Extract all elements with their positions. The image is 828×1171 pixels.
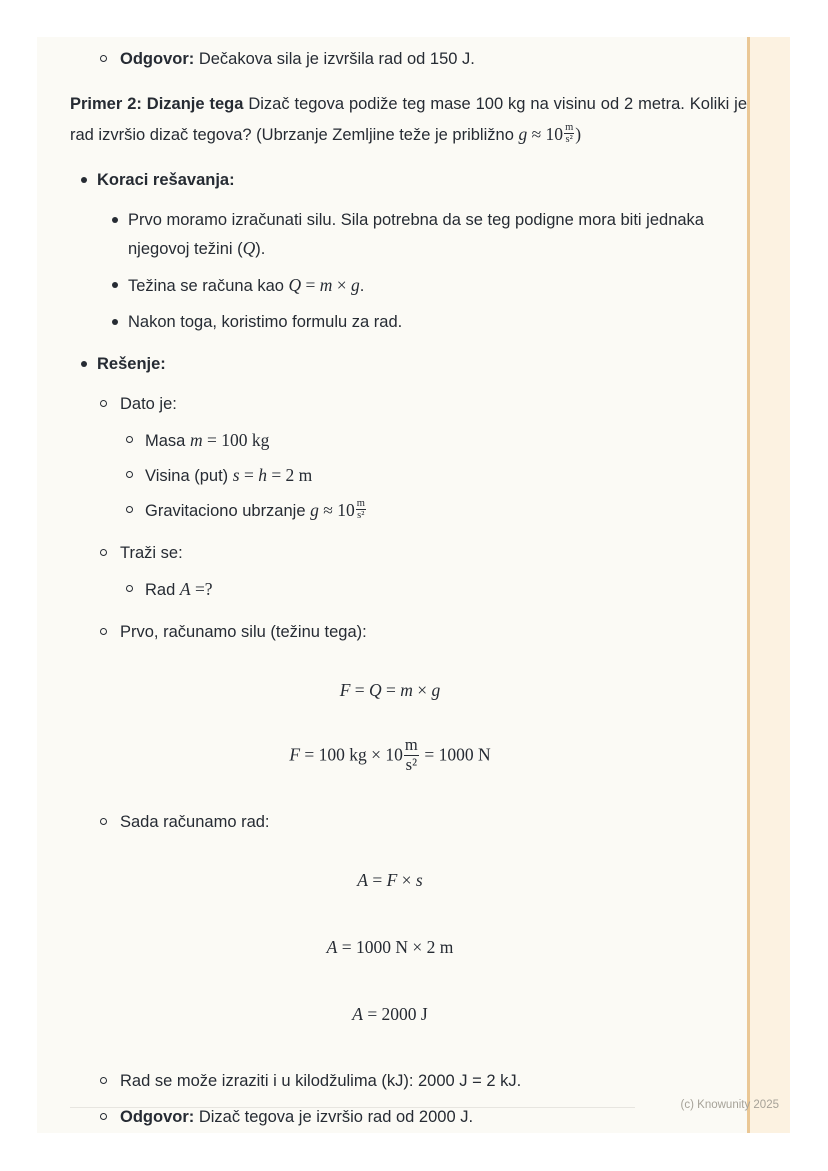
footer-divider <box>70 1107 635 1108</box>
koraci-1-after: ). <box>255 240 266 258</box>
math-g-approx-10: g ≈ 10 <box>310 500 355 520</box>
answer-2-text: Dizač tegova je izvršio rad od 2000 J. <box>194 1107 474 1126</box>
formula-A-1000N-2m-text: A = 1000 N × 2 m <box>326 936 454 957</box>
step-silu-text: Prvo, računamo silu (težinu tega): <box>120 623 367 641</box>
math-A-equals-q: A =? <box>179 579 213 599</box>
section-title-koraci <box>70 166 747 194</box>
formula-A-1000N-2m <box>70 933 710 962</box>
problem-statement <box>70 89 747 150</box>
list-item-kilojoule <box>70 1067 747 1095</box>
math-m-100kg: m = 100 kg <box>189 430 270 450</box>
list-item-koraci-3 <box>70 308 747 336</box>
list-item-trazi-se <box>70 539 747 567</box>
list-item-koraci-2 <box>70 271 747 300</box>
fraction-denominator: s² <box>565 134 573 146</box>
answer-1-label: Odgovor: <box>120 50 195 68</box>
kilojoule-text: Rad se može izraziti i u kilodžulima (kJ): 2000 J = 2 kJ. <box>120 1071 522 1090</box>
koraci-2-after: . <box>359 277 365 295</box>
rad-text: Rad <box>145 581 180 599</box>
formula-F-1000N-pre: F = 100 kg × 10 <box>289 744 403 765</box>
formula-A-2000J-text: A = 2000 J <box>352 1003 428 1024</box>
math-Q-equals-mg: Q = m × g <box>288 275 360 295</box>
list-item-dato-je <box>70 390 747 418</box>
document-content <box>70 45 747 1139</box>
formula-F-Q-mg-text: F = Q = m × g <box>339 680 441 700</box>
fraction-m-over-s2 <box>404 736 419 775</box>
list-item-ubrzanje <box>70 496 747 525</box>
list-item-step-silu <box>70 618 747 646</box>
problem-text: Dizač tegova podiže teg mase 100 kg na visinu od 2 metra. Koliki je rad izvršio dizač tegova? (Ubrzanje Zemljine teže je približno <box>70 95 747 144</box>
answer-1-text: Dečakova sila je izvršila rad od 150 J. <box>194 50 475 68</box>
list-item-rad-a <box>70 575 747 604</box>
formula-A-Fs-text: A = F × s <box>357 869 423 890</box>
math-g-approx: g ≈ 10 <box>518 124 564 144</box>
visina-text: Visina (put) <box>145 467 233 485</box>
math-s-h-2m: s = h = 2 m <box>232 465 313 485</box>
ubrzanje-text: Gravitaciono ubrzanje <box>145 502 311 520</box>
page-edge-decoration-strip <box>747 37 790 1133</box>
footer-copyright: (c) Knowunity 2025 <box>680 1099 779 1111</box>
fraction-numerator: m <box>404 735 418 754</box>
dato-je-label: Dato je: <box>120 395 177 413</box>
math-Q: Q <box>242 238 256 258</box>
section-title-resenje <box>70 350 747 378</box>
fraction-m-over-s2 <box>356 498 366 521</box>
problem-title: Primer 2: Dizanje tega <box>70 95 244 113</box>
list-item-step-rad <box>70 808 747 836</box>
formula-F-1000N-post: = 1000 N <box>424 744 491 765</box>
list-item-visina <box>70 461 747 490</box>
problem-close-paren: ) <box>575 124 582 144</box>
fraction-denominator: s² <box>405 754 418 774</box>
fraction-numerator: m <box>356 498 365 510</box>
trazi-se-label: Traži se: <box>120 544 183 562</box>
koraci-3-text: Nakon toga, koristimo formulu za rad. <box>128 313 403 331</box>
section-title-resenje-label: Rešenje: <box>97 355 166 373</box>
list-item-answer-1 <box>70 45 747 73</box>
koraci-1-text: Prvo moramo izračunati silu. Sila potrebna da se teg podigne mora biti jednaka njegovoj težini ( <box>128 211 704 258</box>
formula-A-Fs <box>70 866 710 895</box>
fraction-m-over-s2 <box>564 122 574 145</box>
formula-A-2000J <box>70 1000 710 1029</box>
fraction-denominator: s² <box>357 510 365 522</box>
step-rad-text: Sada računamo rad: <box>120 812 270 831</box>
formula-F-1000N <box>70 737 710 776</box>
formula-F-Q-mg <box>70 676 710 705</box>
masa-text: Masa <box>145 432 190 450</box>
answer-2-label: Odgovor: <box>120 1107 195 1126</box>
document-page <box>37 37 790 1133</box>
koraci-2-text: Težina se računa kao <box>128 277 289 295</box>
section-title-koraci-label: Koraci rešavanja: <box>97 171 235 189</box>
list-item-koraci-1 <box>70 206 747 263</box>
fraction-numerator: m <box>565 122 574 134</box>
list-item-masa <box>70 426 747 455</box>
